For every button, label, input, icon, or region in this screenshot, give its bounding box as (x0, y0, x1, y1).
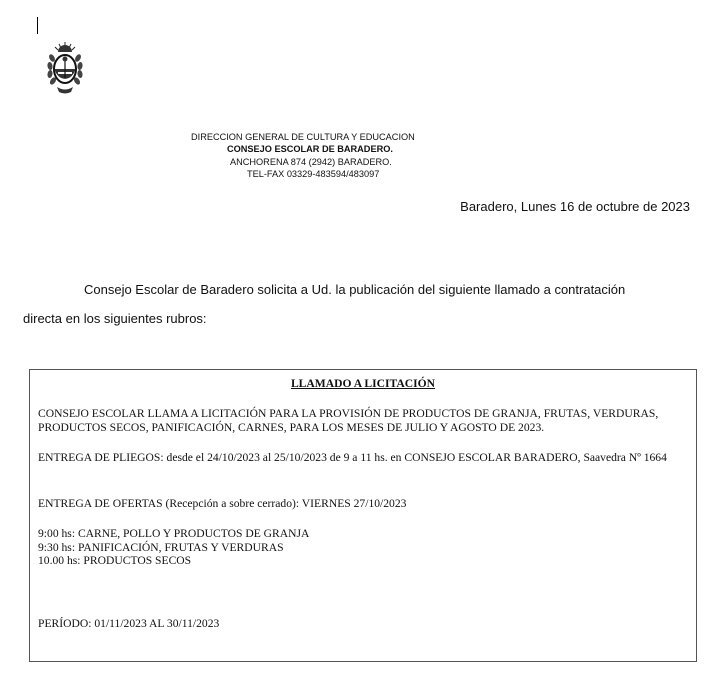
letterhead-department: DIRECCION GENERAL DE CULTURA Y EDUCACION (191, 132, 415, 142)
document-date: Baradero, Lunes 16 de octubre de 2023 (460, 199, 690, 214)
schedule-item: 10.00 hs: PRODUCTOS SECOS (38, 554, 192, 568)
intro-paragraph-line-1: Consejo Escolar de Baradero solicita a Ud. la publicación del siguiente llamado a contratación (84, 282, 626, 297)
coat-of-arms-icon (45, 40, 85, 96)
tender-notice-box (29, 369, 697, 662)
notice-pliegos (38, 451, 684, 465)
notice-title: LLAMADO A LICITACIÓN (290, 377, 436, 390)
letterhead-phone: TEL-FAX 03329-483594/483097 (247, 169, 380, 180)
pliegos-text: desde el 24/10/2023 al 25/10/2023 de 9 a 11 hs. en CONSEJO ESCOLAR BARADERO, Saavedra Nº 1664 (166, 451, 667, 464)
letterhead-council: CONSEJO ESCOLAR DE BARADERO. (227, 144, 393, 155)
schedule-item: 9:30 hs: PANIFICACIÓN, FRUTAS Y VERDURAS (38, 540, 284, 554)
notice-schedule (38, 527, 684, 568)
notice-periodo: PERÍODO: 01/11/2023 AL 30/11/2023 (38, 617, 220, 630)
letterhead-address: ANCHORENA 874 (2942) BARADERO. (230, 156, 392, 167)
notice-ofertas: ENTREGA DE OFERTAS (Recepción a sobre cerrado): VIERNES 27/10/2023 (38, 497, 407, 510)
text-cursor (37, 17, 38, 34)
notice-main-text: CONSEJO ESCOLAR LLAMA A LICITACIÓN PARA LA PROVISIÓN DE PRODUCTOS DE GRANJA, FRUTAS, VERDURAS, PRODUCTOS SECOS, PANIFICACIÓN, CARNES, PARA LOS MESES DE JULIO Y AGOSTO DE 2023. (38, 407, 659, 434)
intro-paragraph-line-2: directa en los siguientes rubros: (23, 311, 207, 326)
pliegos-label: ENTREGA DE PLIEGOS: (38, 451, 164, 464)
schedule-item: 9:00 hs: CARNE, POLLO Y PRODUCTOS DE GRANJA (38, 527, 310, 540)
